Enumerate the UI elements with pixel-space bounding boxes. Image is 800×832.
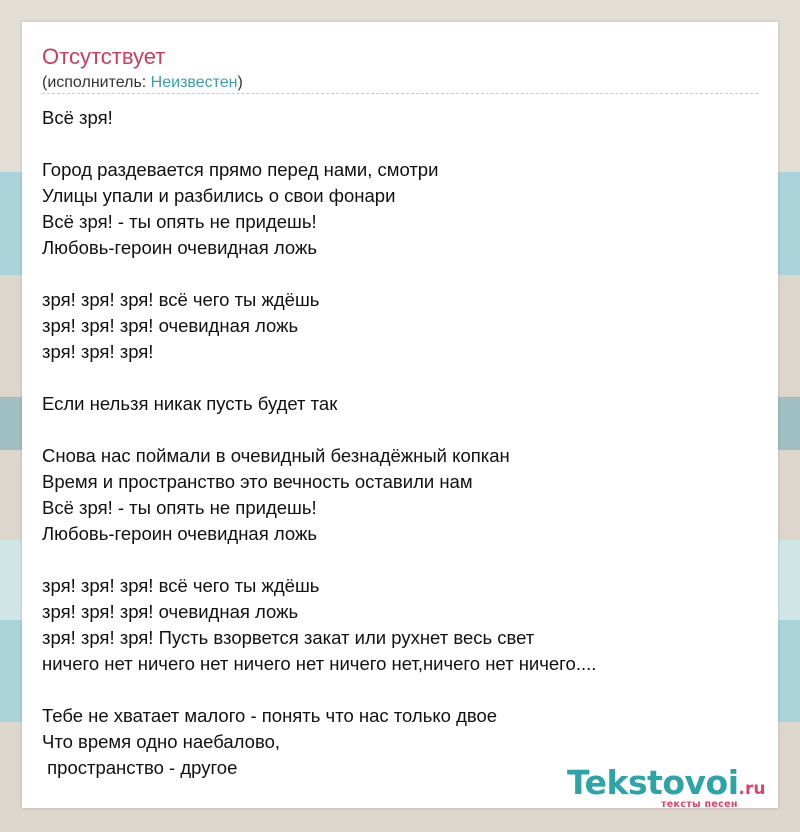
logo-name: Tekstovoi [567,763,739,802]
lyric-line: Всё зря! - ты опять не придешь! [42,211,317,232]
lyric-line: Любовь-героин очевидная ложь [42,237,317,258]
site-logo[interactable] [567,763,766,810]
lyric-line [42,547,758,573]
lyric-line [42,417,758,443]
logo-tld: .ru [738,779,766,799]
lyric-line: зря! зря! зря! [42,341,154,362]
lyric-line [42,677,758,703]
logo-tagline: тексты песен [661,799,738,810]
lyric-line: Всё зря! [42,107,113,128]
lyrics-card [22,22,778,808]
lyric-line: зря! зря! зря! очевидная ложь [42,601,299,622]
lyric-line: зря! зря! зря! всё чего ты ждёшь [42,575,320,596]
lyric-line: Любовь-героин очевидная ложь [42,523,317,544]
lyric-line: Если нельзя никак пусть будет так [42,393,338,414]
lyric-line: зря! зря! зря! очевидная ложь [42,315,299,336]
lyric-line [42,131,758,157]
lyric-line: Улицы упали и разбились о свои фонари [42,185,396,206]
lyric-line [42,261,758,287]
lyric-line: Всё зря! - ты опять не придешь! [42,497,317,518]
lyric-line: зря! зря! зря! всё чего ты ждёшь [42,289,320,310]
artist-line [42,73,243,93]
artist-prefix: (исполнитель: [42,74,151,91]
artist-link[interactable]: Неизвестен [150,74,238,91]
lyric-line: пространство - другое [42,757,238,778]
lyric-line: ничего нет ничего нет ничего нет ничего нет,ничего нет ничего.... [42,653,597,674]
lyric-line: Город раздевается прямо перед нами, смотри [42,159,439,180]
lyrics-text [42,105,758,781]
lyric-line: Время и пространство это вечность оставили нам [42,471,473,492]
lyric-line: зря! зря! зря! Пусть взорвется закат или рухнет весь свет [42,627,535,648]
song-title: Отсутствует [42,44,166,69]
lyric-line: Снова нас поймали в очевидный безнадёжный копкан [42,445,510,466]
title-divider [42,93,758,94]
lyric-line: Тебе не хватает малого - понять что нас только двое [42,705,498,726]
lyric-line [42,365,758,391]
artist-suffix: ) [237,74,243,91]
lyric-line: Что время одно наебалово, [42,731,281,752]
